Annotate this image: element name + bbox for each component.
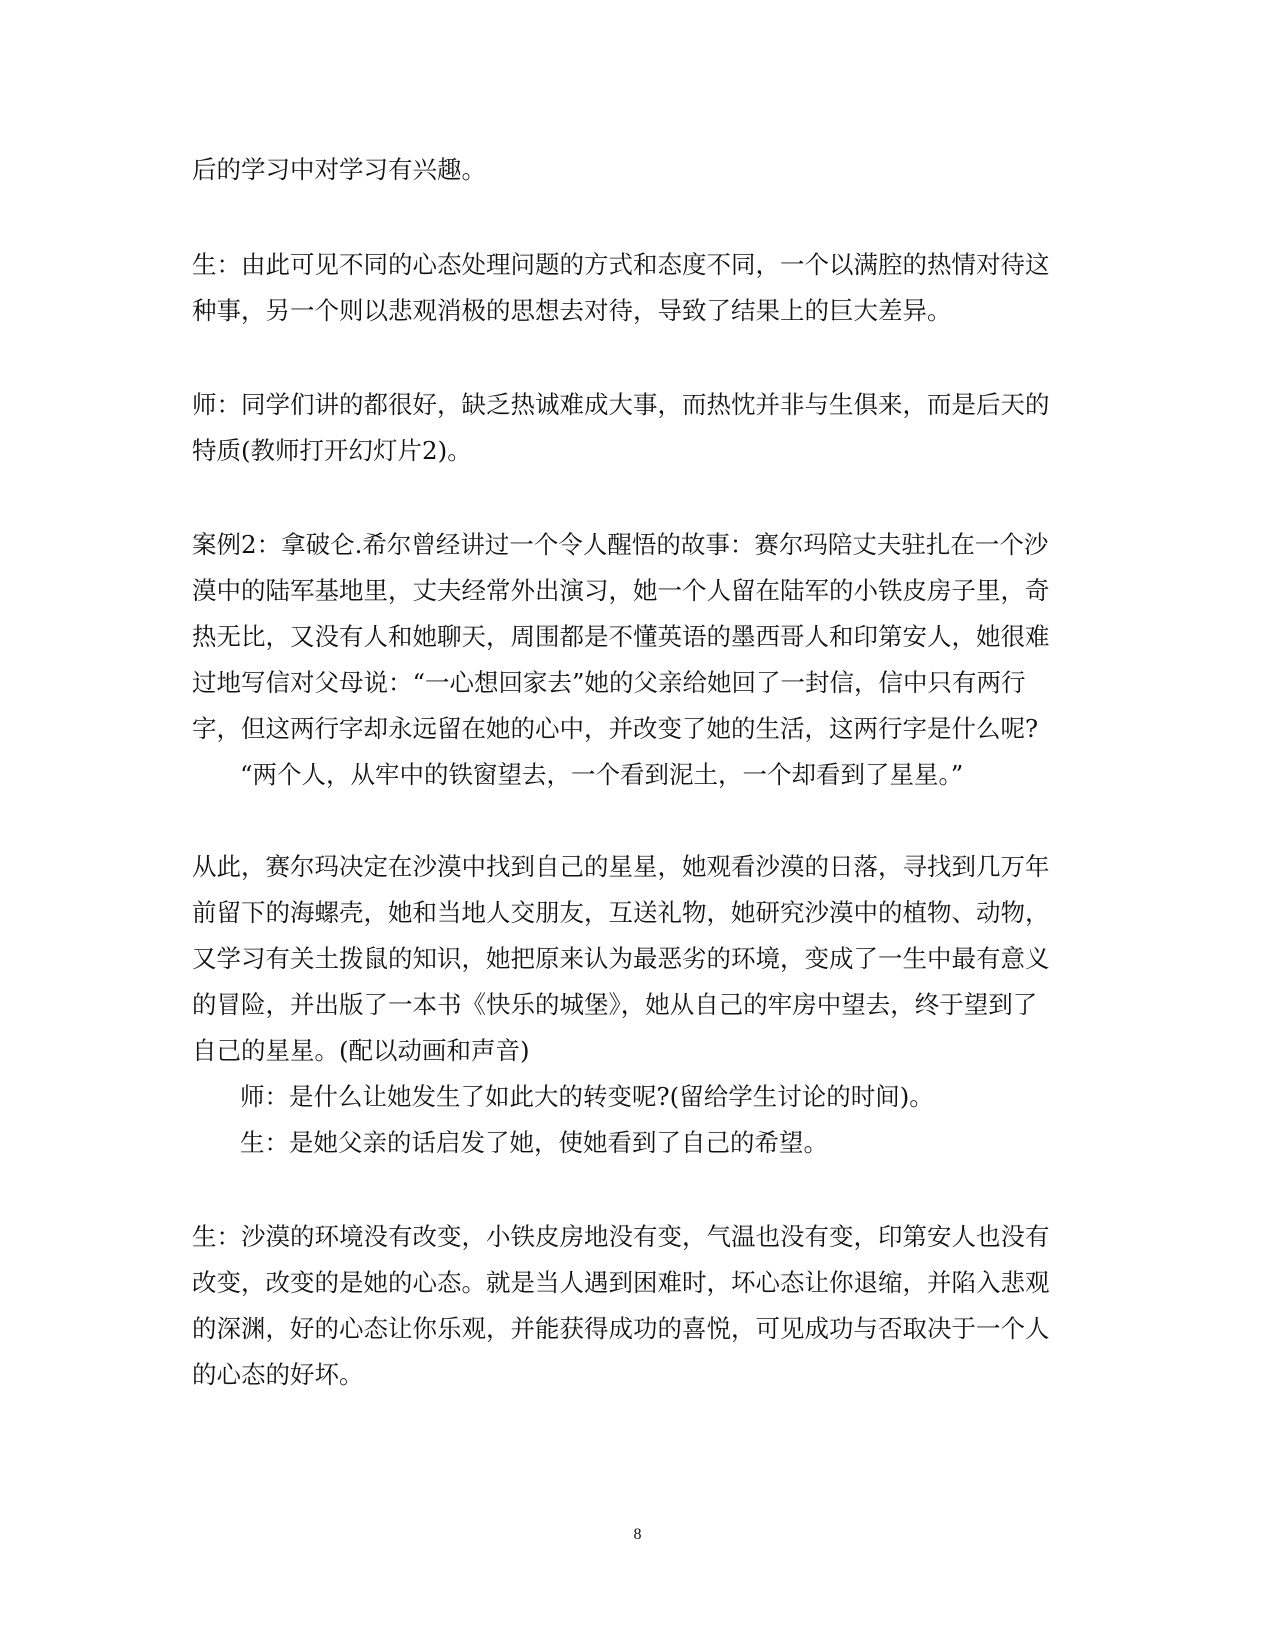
text-line: 师：是什么让她发生了如此大的转变呢?(留给学生讨论的时间)。 [240, 1082, 934, 1111]
text-line: 过地写信对父母说：“一心想回家去”她的父亲给她回了一封信，信中只有两行 [192, 668, 1026, 697]
text-line: 生：由此可见不同的心态处理问题的方式和态度不同，一个以满腔的热情对待这 [192, 250, 1050, 279]
text-line: 从此，赛尔玛决定在沙漠中找到自己的星星，她观看沙漠的日落，寻找到几万年 [192, 852, 1050, 881]
text-line: 的深渊，好的心态让你乐观，并能获得成功的喜悦，可见成功与否取决于一个人 [192, 1314, 1050, 1343]
page-number: 8 [633, 1526, 642, 1543]
text-line: 的心态的好坏。 [192, 1360, 364, 1389]
text-line: 后的学习中对学习有兴趣。 [192, 155, 486, 184]
text-line: 生：沙漠的环境没有改变，小铁皮房地没有变，气温也没有变，印第安人也没有 [192, 1222, 1050, 1251]
text-line: 热无比，又没有人和她聊天，周围都是不懂英语的墨西哥人和印第安人，她很难 [192, 622, 1050, 651]
quote-line: “两个人，从牢中的铁窗望去，一个看到泥土，一个却看到了星星。” [240, 760, 964, 789]
text-line: 案例2：拿破仑.希尔曾经讲过一个令人醒悟的故事：赛尔玛陪丈夫驻扎在一个沙 [192, 530, 1049, 559]
text-line: 种事，另一个则以悲观消极的思想去对待，导致了结果上的巨大差异。 [192, 296, 952, 325]
text-line: 自己的星星。(配以动画和声音) [192, 1036, 530, 1065]
text-line: 生：是她父亲的话启发了她，使她看到了自己的希望。 [240, 1128, 828, 1157]
text-line: 又学习有关土拨鼠的知识，她把原来认为最恶劣的环境，变成了一生中最有意义 [192, 944, 1050, 973]
text-line: 漠中的陆军基地里，丈夫经常外出演习，她一个人留在陆军的小铁皮房子里，奇 [192, 576, 1050, 605]
text-line: 特质(教师打开幻灯片2)。 [192, 436, 472, 465]
text-line: 前留下的海螺壳，她和当地人交朋友，互送礼物，她研究沙漠中的植物、动物， [192, 898, 1050, 927]
text-line: 字，但这两行字却永远留在她的心中，并改变了她的生活，这两行字是什么呢? [192, 714, 1039, 743]
text-line: 师：同学们讲的都很好，缺乏热诚难成大事，而热忱并非与生俱来，而是后天的 [192, 390, 1050, 419]
text-line: 的冒险，并出版了一本书《快乐的城堡》，她从自己的牢房中望去，终于望到了 [192, 990, 1038, 1019]
text-line: 改变，改变的是她的心态。就是当人遇到困难时，坏心态让你退缩，并陷入悲观 [192, 1268, 1050, 1297]
